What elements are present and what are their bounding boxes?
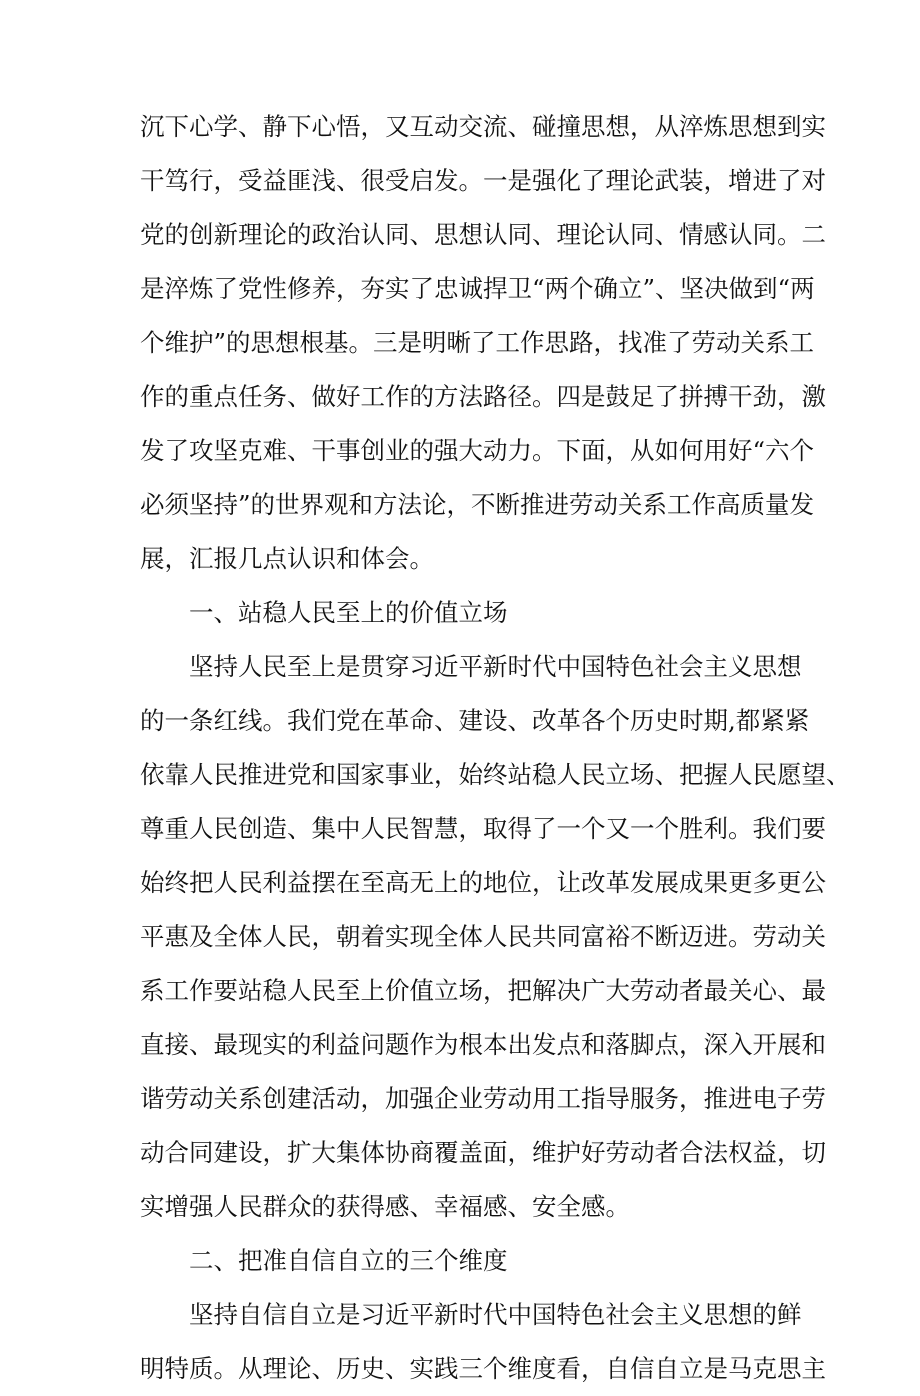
section-heading: 二、把准自信自立的三个维度 (189, 1246, 508, 1275)
text-line: 必须坚持”的世界观和方法论，不断推进劳动关系工作高质量发 (140, 490, 815, 519)
text-line: 发了攻坚克难、干事创业的强大动力。下面，从如何用好“六个 (140, 436, 815, 465)
text-line: 坚持自信自立是习近平新时代中国特色社会主义思想的鲜 (189, 1300, 802, 1329)
text-line: 是淬炼了党性修养，夯实了忠诚捍卫“两个确立”、坚决做到“两 (140, 274, 815, 303)
text-line: 作的重点任务、做好工作的方法路径。四是鼓足了拼搏干劲，激 (140, 382, 826, 411)
section-heading: 一、站稳人民至上的价值立场 (189, 598, 508, 627)
text-line: 坚持人民至上是贯穿习近平新时代中国特色社会主义思想 (189, 652, 802, 681)
text-line: 沉下心学、静下心悟，又互动交流、碰撞思想，从淬炼思想到实 (140, 112, 826, 141)
text-line: 依靠人民推进党和国家事业，始终站稳人民立场、把握人民愿望、 (140, 760, 851, 789)
text-line: 个维护”的思想根基。三是明晰了工作思路，找准了劳动关系工 (140, 328, 815, 357)
text-line: 谐劳动关系创建活动，加强企业劳动用工指导服务，推进电子劳 (140, 1084, 826, 1113)
text-line: 展，汇报几点认识和体会。 (140, 544, 434, 573)
text-line: 系工作要站稳人民至上价值立场，把解决广大劳动者最关心、最 (140, 976, 826, 1005)
text-line: 的一条红线。我们党在革命、建设、改革各个历史时期,都紧紧 (140, 706, 810, 735)
text-line: 干笃行，受益匪浅、很受启发。一是强化了理论武装，增进了对 (140, 166, 826, 195)
text-line: 明特质。从理论、历史、实践三个维度看，自信自立是马克思主 (140, 1354, 826, 1383)
text-line: 实增强人民群众的获得感、幸福感、安全感。 (140, 1192, 630, 1221)
text-line: 平惠及全体人民，朝着实现全体人民共同富裕不断迈进。劳动关 (140, 922, 826, 951)
document-body (140, 100, 851, 1396)
text-line: 动合同建设，扩大集体协商覆盖面，维护好劳动者合法权益，切 (140, 1138, 826, 1167)
text-line: 尊重人民创造、集中人民智慧，取得了一个又一个胜利。我们要 (140, 814, 826, 843)
text-line: 始终把人民利益摆在至高无上的地位，让改革发展成果更多更公 (140, 868, 826, 897)
text-line: 党的创新理论的政治认同、思想认同、理论认同、情感认同。二 (140, 220, 826, 249)
text-line: 直接、最现实的利益问题作为根本出发点和落脚点，深入开展和 (140, 1030, 826, 1059)
